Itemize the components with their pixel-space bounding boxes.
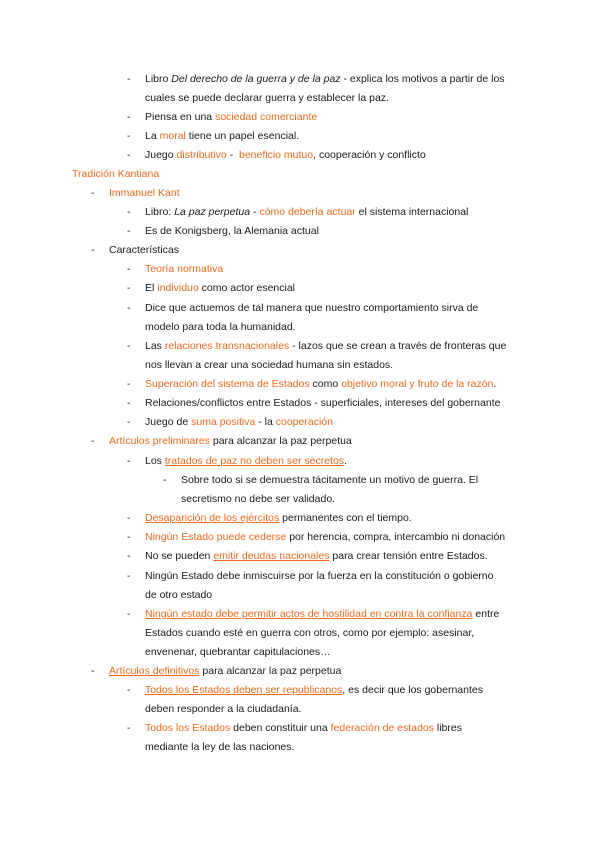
list-item-continuation: cuales se puede declarar guerra y establecer la paz. — [145, 92, 389, 104]
list-item-continuation: Estados cuando esté en guerra con otros, como por ejemplo: asesinar, — [145, 627, 475, 639]
dash-bullet: - — [127, 302, 131, 314]
text: . — [344, 455, 347, 467]
highlight-text: sociedad comerciante — [215, 111, 318, 123]
minus-bullet: - — [91, 665, 95, 677]
dash-bullet: - — [127, 225, 131, 237]
highlight-text: cómo debería actuar — [259, 206, 356, 218]
minus-bullet: - — [91, 187, 95, 199]
minus-bullet: - — [91, 435, 95, 447]
list-item-federacion — [145, 721, 527, 735]
highlight-text: beneficio mutuo — [238, 149, 314, 161]
list-item-cederse — [145, 530, 505, 544]
dash-bullet: - — [127, 397, 131, 409]
dash-bullet: - — [127, 378, 131, 390]
list-item-continuation: envenenar, quebrantar capitulaciones… — [145, 646, 331, 658]
section-heading-tradicion-kantiana: Tradición Kantiana — [72, 168, 160, 180]
text: , cooperación y conflicto — [313, 149, 426, 161]
dash-bullet: - — [127, 512, 131, 524]
list-item-moral — [145, 129, 299, 143]
dash-bullet: - — [127, 206, 131, 218]
list-item-preliminares — [109, 434, 352, 448]
list-item-konigsberg: Es de Konigsberg, la Alemania actual — [145, 225, 319, 237]
text: por herencia, compra, intercambio ni donación — [286, 531, 506, 543]
text: para alcanzar la paz perpetua — [199, 665, 342, 677]
highlight-text: Todos los Estados — [145, 722, 231, 734]
list-item-continuation: deben responder a la ciudadanía. — [145, 703, 302, 715]
text: libres — [433, 722, 462, 734]
text: - — [226, 149, 239, 161]
list-item-tratados — [145, 454, 347, 468]
highlight-text: objetivo moral y fruto de la razón — [341, 378, 494, 390]
text: como — [309, 378, 342, 390]
list-item-teoria: Teoría normativa — [145, 263, 224, 275]
list-item-continuation: nos llevan a crear una sociedad humana sin estados. — [145, 359, 394, 371]
highlight-text: Desaparición de los ejércitos — [145, 512, 280, 524]
text: La — [145, 130, 160, 142]
list-item-relaciones-conflictos: Relaciones/conflictos entre Estados - superficiales, intereses del gobernante — [145, 397, 501, 409]
text: el sistema internacional — [355, 206, 469, 218]
text: - lazos que se crean a través de fronteras que — [289, 340, 507, 352]
text: para crear tensión entre Estados. — [329, 550, 488, 562]
text: Las — [145, 340, 165, 352]
highlight-text: Superación del sistema de Estados — [145, 378, 310, 390]
text: Juego — [145, 149, 177, 161]
list-item-inmiscuirse: Ningún Estado debe inmiscuirse por la fuerza en la constitución o gobierno — [145, 570, 494, 582]
dash-bullet: - — [127, 263, 131, 275]
book-title: La paz perpetua — [174, 206, 251, 218]
dash-bullet: - — [127, 130, 131, 142]
list-item-kant: Immanuel Kant — [109, 187, 180, 199]
text: Los — [145, 455, 165, 467]
dash-bullet: - — [127, 340, 131, 352]
highlight-text: Todos los Estados deben ser republicanos — [145, 684, 343, 696]
list-item-hostilidad — [145, 607, 527, 621]
list-item-relaciones — [145, 339, 527, 353]
text: , es decir que los gobernantes — [342, 684, 483, 696]
list-item-deudas — [145, 549, 488, 563]
highlight-text: cooperación — [275, 416, 333, 428]
highlight-text: tratados de paz no deben ser secretos — [164, 455, 345, 467]
list-item-sociedad — [145, 110, 317, 124]
list-item-continuation: de otro estado — [145, 589, 213, 601]
text: Libro: — [145, 206, 175, 218]
text: Juego de — [145, 416, 192, 428]
text: . — [493, 378, 497, 390]
minus-bullet: - — [91, 244, 95, 256]
list-item-definitivos — [109, 664, 341, 678]
list-item-desaparicion — [145, 511, 412, 525]
highlight-text: Artículos definitivos — [109, 665, 200, 677]
list-item-libro-derecho — [145, 72, 527, 86]
dash-bullet: - — [127, 149, 131, 161]
highlight-text: Ningún estado debe permitir actos de hostilidad en contra la confianza — [145, 608, 473, 620]
text: Piensa en una — [145, 111, 216, 123]
dash-bullet: - — [127, 73, 131, 85]
dash-bullet: - — [127, 111, 131, 123]
text: El — [145, 282, 158, 294]
text: deben constituir una — [230, 722, 331, 734]
highlight-text: Artículos preliminares — [109, 435, 210, 447]
text: tiene un papel esencial. — [185, 130, 300, 142]
list-item-libro-paz — [145, 205, 468, 219]
book-title: Del derecho de la guerra y de la paz — [171, 73, 341, 85]
dash-bullet: - — [127, 531, 131, 543]
list-item-dice: Dice que actuemos de tal manera que nuestro comportamiento sirva de — [145, 302, 479, 314]
dash-bullet: - — [127, 608, 131, 620]
list-item-caracteristicas: Características — [109, 244, 180, 256]
dash-bullet: - — [127, 455, 131, 467]
text: - la — [255, 416, 276, 428]
text: No se pueden — [145, 550, 214, 562]
list-item-juego — [145, 148, 426, 162]
highlight-text: Ningún Estado puede cederse — [145, 531, 287, 543]
highlight-text: federación de estados — [330, 722, 434, 734]
highlight-text: suma positiva — [191, 416, 256, 428]
highlight-text: relaciones transnacionales — [164, 340, 290, 352]
highlight-text: moral — [159, 130, 186, 142]
list-item-sobre-todo: Sobre todo si se demuestra tácitamente un motivo de guerra. El — [181, 474, 479, 486]
dash-bullet: - — [127, 684, 131, 696]
dash-bullet: - — [127, 550, 131, 562]
text: permanentes con el tiempo. — [279, 512, 412, 524]
list-item-individuo — [145, 281, 295, 295]
text: - explica los motivos a partir de los — [340, 73, 505, 85]
list-item-continuation: modelo para toda la humanidad. — [145, 321, 296, 333]
list-item-suma — [145, 415, 333, 429]
list-item-superacion — [145, 377, 496, 391]
text: como actor esencial — [198, 282, 296, 294]
text: entre — [472, 608, 500, 620]
dash-bullet: - — [127, 416, 131, 428]
text: - — [250, 206, 260, 218]
list-item-republicanos — [145, 683, 527, 697]
highlight-text: individuo — [157, 282, 199, 294]
highlight-text: distributivo — [176, 149, 227, 161]
text: para alcanzar la paz perpetua — [209, 435, 352, 447]
dash-bullet: - — [127, 570, 131, 582]
dash-bullet: - — [163, 474, 167, 486]
dash-bullet: - — [127, 282, 131, 294]
dash-bullet: - — [127, 722, 131, 734]
highlight-text: emitir deudas nacionales — [213, 550, 330, 562]
list-item-continuation: secretismo no debe ser validado. — [181, 493, 336, 505]
text: Libro — [145, 73, 172, 85]
list-item-continuation: mediante la ley de las naciones. — [145, 741, 295, 753]
